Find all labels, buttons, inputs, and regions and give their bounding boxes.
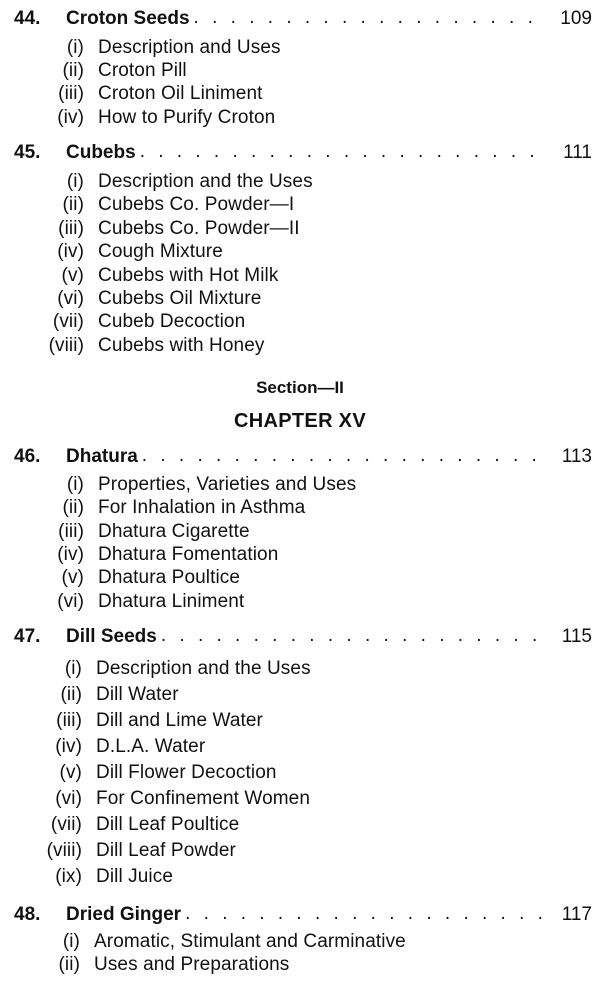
list-item (36, 334, 264, 358)
item-text: Cubebs Co. Powder—II (98, 218, 300, 239)
list-item (36, 287, 261, 311)
list-item (32, 930, 406, 954)
item-number: (iv) (55, 736, 82, 757)
item-text: Description and Uses (98, 37, 281, 58)
item-text: Dill Water (96, 684, 179, 705)
item-text: Cubebs Oil Mixture (98, 288, 262, 309)
entry-title: Dhatura (66, 446, 138, 467)
entry-number: 48. (14, 904, 41, 925)
toc-entry-croton-seeds (14, 6, 592, 32)
item-text: How to Purify Croton (98, 107, 276, 128)
item-number: (viii) (48, 335, 84, 356)
entry-page-number: 115 (561, 626, 592, 647)
item-text: Dill Juice (96, 866, 174, 887)
list-item (34, 761, 277, 785)
item-text: Croton Oil Liniment (98, 83, 263, 104)
item-number: (iii) (56, 710, 82, 731)
item-text: Description and the Uses (96, 658, 311, 679)
item-text: Description and the Uses (98, 171, 313, 192)
item-number: (ii) (60, 684, 82, 705)
list-item (36, 543, 278, 567)
item-text: Dhatura Cigarette (98, 521, 250, 542)
toc-entry-cubebs (14, 140, 592, 166)
item-number: (v) (61, 265, 84, 286)
dot-leader (194, 6, 546, 32)
item-number: (ii) (62, 60, 84, 81)
item-number: (ix) (55, 866, 82, 887)
item-number: (iii) (58, 521, 84, 542)
list-item (36, 310, 245, 334)
list-item (36, 566, 240, 590)
item-text: Dhatura Liniment (98, 591, 245, 612)
list-item (36, 106, 275, 130)
item-number: (i) (66, 171, 84, 192)
list-item (34, 813, 239, 837)
item-text: Dhatura Poultice (98, 567, 241, 588)
entry-page-number: 117 (561, 904, 592, 925)
item-text: Cubeb Decoction (98, 311, 246, 332)
dot-leader (140, 140, 546, 166)
item-number: (v) (61, 567, 84, 588)
entry-number: 44. (14, 8, 41, 29)
entry-number: 46. (14, 446, 41, 467)
item-number: (vi) (57, 591, 84, 612)
item-text: Dill and Lime Water (96, 710, 263, 731)
item-number: (ii) (62, 194, 84, 215)
item-number: (v) (59, 762, 82, 783)
list-item (34, 865, 173, 889)
entry-title: Dried Ginger (66, 904, 182, 925)
item-number: (i) (66, 474, 84, 495)
item-number: (iv) (57, 107, 84, 128)
list-item (36, 520, 250, 544)
item-text: Cubebs with Honey (98, 335, 265, 356)
list-item (34, 657, 311, 681)
list-item (36, 170, 313, 194)
dot-leader (161, 624, 546, 650)
list-item (36, 473, 356, 497)
list-item (36, 590, 244, 614)
item-number: (vi) (55, 788, 82, 809)
item-text: Dill Leaf Powder (96, 840, 236, 861)
item-number: (ii) (62, 497, 84, 518)
item-number: (vii) (50, 814, 82, 835)
entry-page-number: 113 (561, 446, 592, 467)
entry-title: Croton Seeds (66, 8, 190, 29)
item-number: (i) (62, 931, 80, 952)
item-text: Uses and Preparations (94, 954, 290, 975)
item-text: Dill Flower Decoction (96, 762, 277, 783)
item-number: (iii) (58, 218, 84, 239)
item-text: Cubebs with Hot Milk (98, 265, 279, 286)
item-text: Cough Mixture (98, 241, 223, 262)
item-text: Aromatic, Stimulant and Carminative (94, 931, 406, 952)
list-item (34, 709, 263, 733)
item-text: For Inhalation in Asthma (98, 497, 306, 518)
item-number: (vii) (52, 311, 84, 332)
entry-number: 47. (14, 626, 41, 647)
entry-title: Cubebs (66, 142, 136, 163)
item-text: Dhatura Fomentation (98, 544, 279, 565)
entry-page-number: 111 (563, 142, 592, 163)
list-item (36, 496, 305, 520)
item-number: (ii) (58, 954, 80, 975)
toc-entry-dill-seeds (14, 624, 592, 650)
list-item (32, 953, 289, 977)
item-number: (iv) (57, 544, 84, 565)
list-item (34, 787, 310, 811)
item-text: D.L.A. Water (96, 736, 206, 757)
item-number: (i) (66, 37, 84, 58)
list-item (36, 240, 223, 264)
toc-entry-dhatura (14, 444, 592, 470)
item-number: (viii) (46, 840, 82, 861)
entry-number: 45. (14, 142, 41, 163)
list-item (36, 82, 263, 106)
entry-page-number: 109 (560, 8, 592, 29)
item-number: (iv) (57, 241, 84, 262)
list-item (36, 59, 187, 83)
item-text: For Confinement Women (96, 788, 311, 809)
item-text: Properties, Varieties and Uses (98, 474, 357, 495)
chapter-heading: CHAPTER XV (234, 410, 366, 432)
entry-title: Dill Seeds (66, 626, 157, 647)
list-item (34, 735, 205, 759)
list-item (34, 839, 236, 863)
list-item (36, 217, 300, 241)
list-item (34, 683, 179, 707)
item-text: Dill Leaf Poultice (96, 814, 240, 835)
toc-entry-dried-ginger (14, 902, 592, 928)
item-text: Croton Pill (98, 60, 187, 81)
list-item (36, 193, 294, 217)
section-heading: Section—II (256, 378, 344, 397)
item-number: (iii) (58, 83, 84, 104)
item-number: (vi) (57, 288, 84, 309)
dot-leader (185, 902, 546, 928)
list-item (36, 264, 278, 288)
item-number: (i) (64, 658, 82, 679)
item-text: Cubebs Co. Powder—I (98, 194, 295, 215)
list-item (36, 36, 281, 60)
dot-leader (142, 444, 546, 470)
